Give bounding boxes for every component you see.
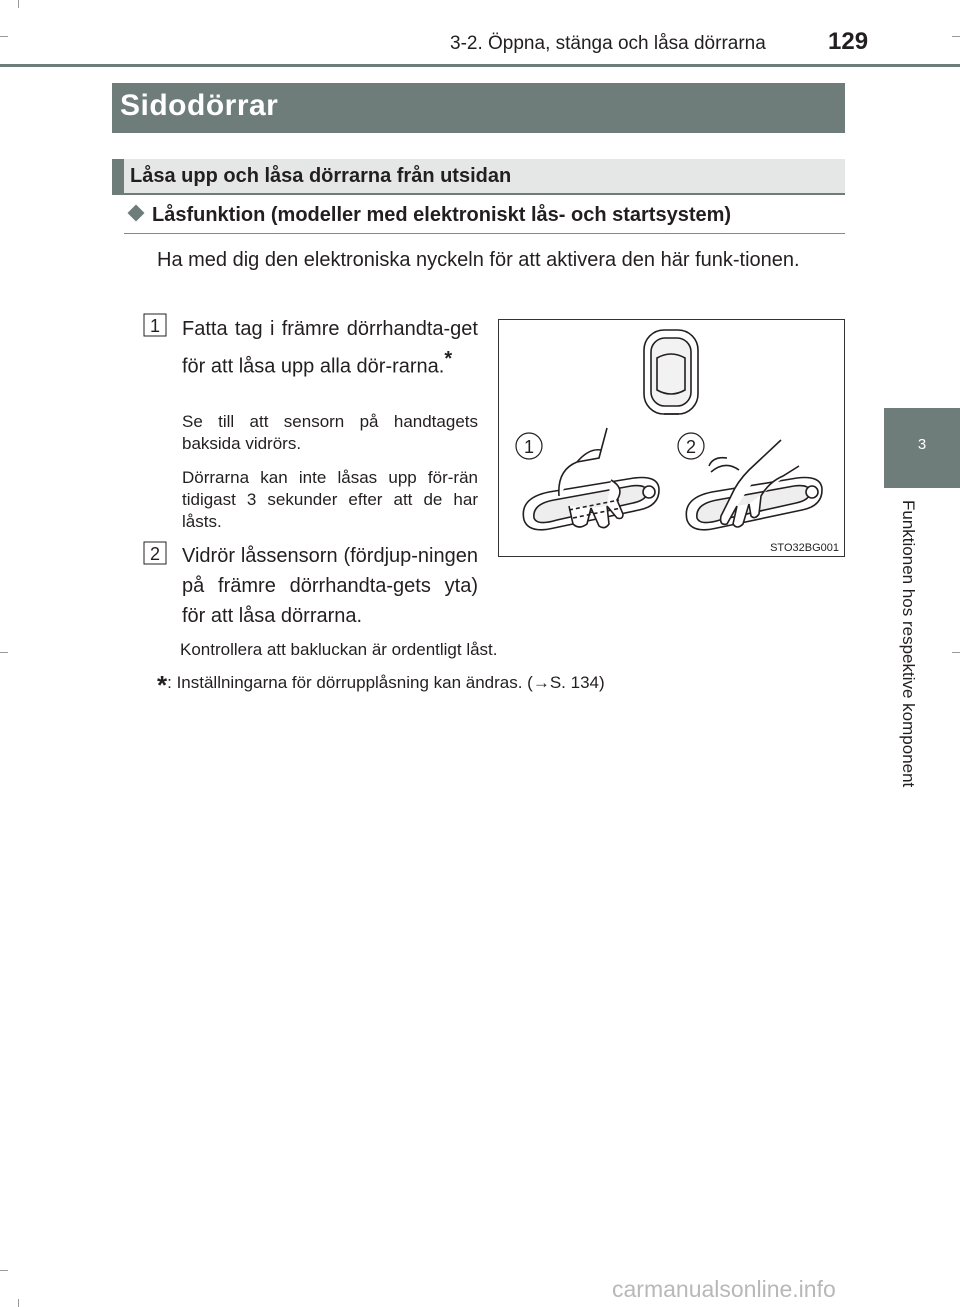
crop-mark [18, 1299, 19, 1307]
door-handle-grip-icon [523, 428, 659, 530]
chapter-title: Funktionen hos respektive komponent [899, 500, 918, 788]
sub-heading-bar [112, 159, 845, 195]
sub-heading: Låsa upp och låsa dörrarna från utsidan [130, 165, 512, 187]
footnote [157, 670, 605, 701]
step-1-note-2: Dörrarna kan inte låsas upp för-rän tidigast 3 sekunder efter att de har låsts. [182, 468, 478, 531]
main-title-bar [112, 83, 845, 133]
step-1-number: 1 [149, 316, 161, 336]
svg-text:1: 1 [523, 437, 535, 457]
step-1-number-icon [143, 313, 167, 337]
function-heading-rule [124, 233, 845, 234]
crop-mark [0, 652, 8, 653]
door-handle-touch-icon [686, 440, 822, 530]
crop-mark [0, 36, 8, 37]
crop-mark [0, 1270, 8, 1271]
step-1-text [182, 314, 478, 382]
crop-mark [18, 0, 19, 8]
step-2-text: Vidrör låssensorn (fördjup-ningen på främre dörrhandta-gets yta) för att låsa dörrarna. [182, 545, 478, 627]
sub-heading-accent [112, 159, 124, 195]
svg-text:2: 2 [685, 437, 697, 457]
figure-code: STO32BG001 [770, 542, 839, 554]
page-number: 129 [828, 28, 869, 55]
step-1-note-1: Se till att sensorn på handtagets baksida vidrörs. [182, 412, 478, 453]
header-rule [0, 64, 960, 67]
main-title: Sidodörrar [120, 89, 279, 122]
step-2-number: 2 [149, 544, 161, 564]
footnote-star: * [157, 670, 168, 700]
diamond-bullet-icon [128, 205, 145, 222]
crop-mark [952, 36, 960, 37]
smart-key-icon [644, 330, 698, 414]
section-title: 3-2. Öppna, stänga och låsa dörrarna [450, 33, 766, 54]
step-1-text-body: Fatta tag i främre dörrhandta-get för att låsa upp alla dör-rarna. [182, 318, 478, 378]
footnote-text: : Inställningarna för dörrupplåsning kan ändras. (→S. 134) [167, 673, 605, 692]
door-handle-figure [498, 319, 845, 557]
step-1-star: * [444, 348, 453, 370]
figure-label-2 [678, 433, 704, 459]
function-heading [126, 204, 731, 227]
chapter-number: 3 [917, 436, 927, 453]
step-2-number-icon [143, 541, 167, 565]
function-heading-text: Låsfunktion (modeller med elektroniskt lås- och startsystem) [152, 204, 732, 226]
watermark: carmanualsonline.info [612, 1276, 836, 1302]
chapter-tab [884, 408, 960, 488]
door-handle-illustration [499, 320, 844, 556]
figure-label-1 [516, 433, 542, 459]
check-note: Kontrollera att bakluckan är ordentligt låst. [180, 640, 498, 659]
crop-mark [952, 652, 960, 653]
intro-text: Ha med dig den elektroniska nyckeln för att aktivera den här funk-tionen. [157, 249, 800, 271]
